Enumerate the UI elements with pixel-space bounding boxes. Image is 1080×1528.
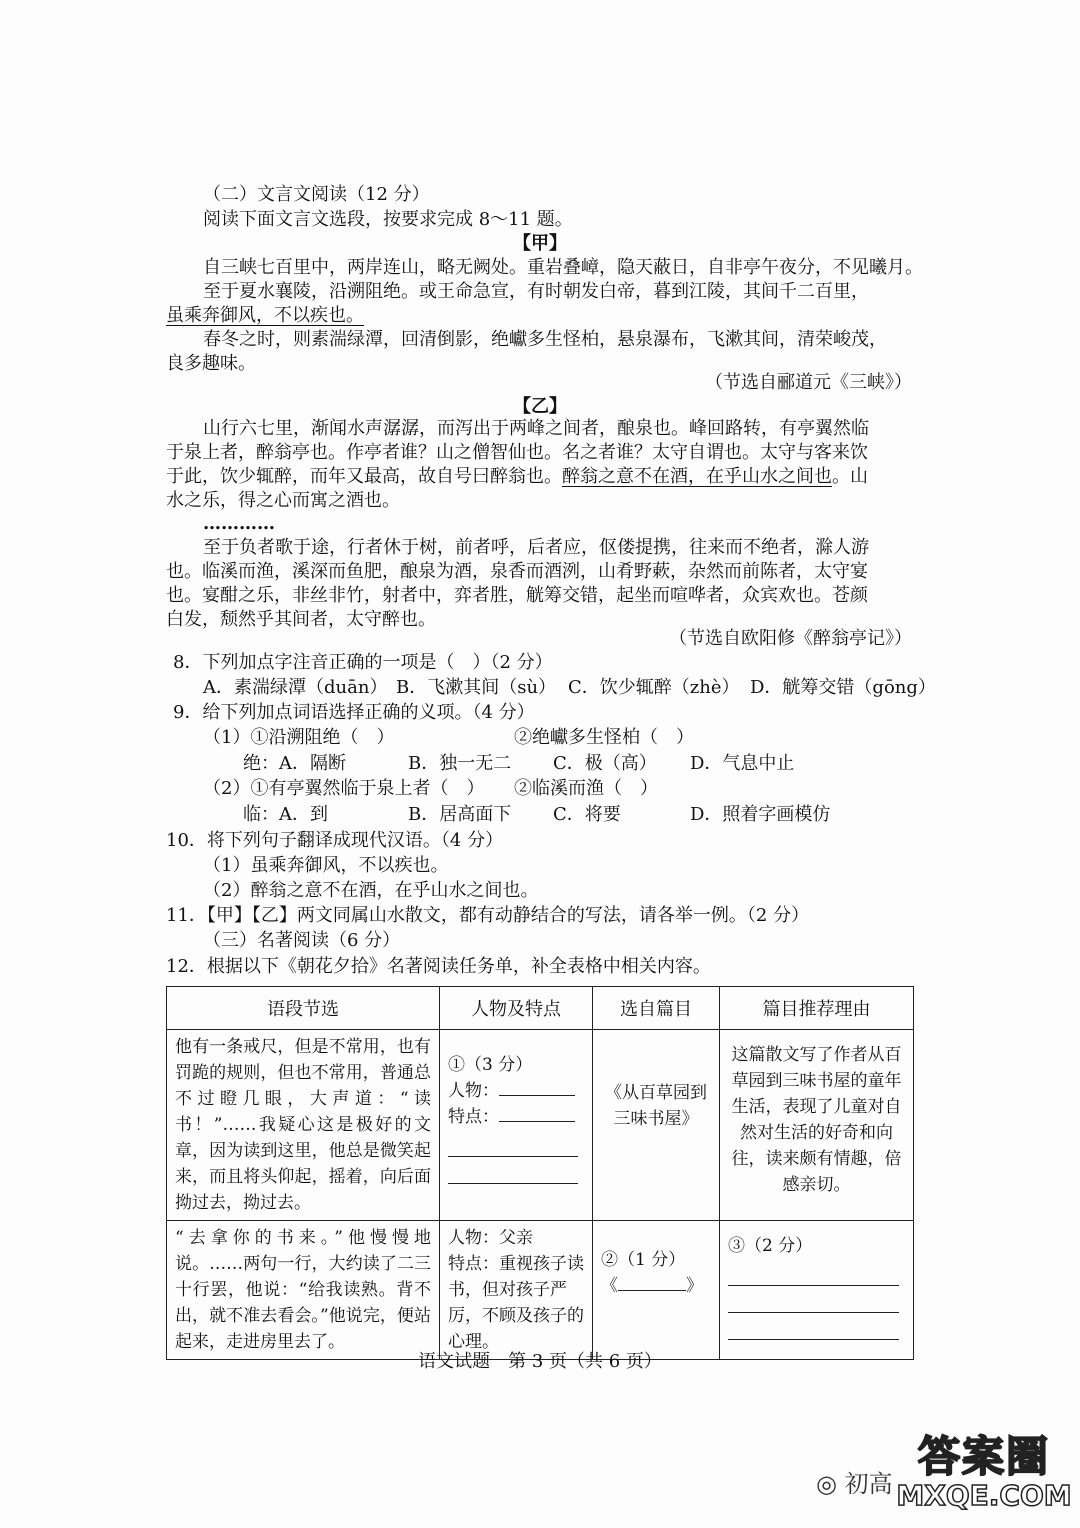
- chapter-cell: [593, 1221, 720, 1360]
- chapter-answer-line[interactable]: [618, 1290, 686, 1291]
- excerpt-text: 他有一条戒尺，但是不常用，也有罚跪的规则，但也不常用，普通总不过瞪几眼，大声道：“读书！”……我疑心这是极好的文章，因为读到这里，他总是微笑起来，而且将头仰起，摇着，向后面拗过去，拗过去。: [175, 1037, 431, 1213]
- table-header: 语段节选: [167, 987, 440, 1030]
- watermark-line1: 答案圈: [917, 1432, 1050, 1481]
- yi-line: 白发，颓然乎其间者，太守醉也。: [166, 609, 436, 630]
- yi-underlined-sentence: 醉翁之意不在酒，在乎山水之间也: [562, 466, 832, 487]
- yi-line: 至于负者歌于途，行者休于树，前者呼，后者应，伛偻提携，往来而不绝者，滁人游: [203, 537, 869, 558]
- blank-2-label: ②（1 分）: [601, 1250, 686, 1270]
- yi-source: （节选自欧阳修《醉翁亭记》）: [669, 628, 912, 649]
- q9-sub2-option-b: B．居高面下: [408, 804, 512, 825]
- q9-sub2-option-c: C．将要: [553, 804, 621, 825]
- q9-sub2b: ②临溪而渔（ ）: [514, 778, 658, 799]
- trait-text: 特点：重视孩子读书，但对孩子严厉，不顾及孩子的心理。: [448, 1254, 584, 1352]
- q8-option-d: D．觥筹交错（gōng）: [750, 677, 936, 698]
- q12-stem: 12．根据以下《朝花夕拾》名著阅读任务单，补全表格中相关内容。: [166, 956, 711, 977]
- table-row: [167, 1030, 914, 1221]
- excerpt-cell: [167, 1221, 440, 1360]
- yi-text: 。山: [832, 466, 868, 487]
- q9-sub1b: ②绝巘多生怪柏（ ）: [514, 727, 694, 748]
- reason-answer-line[interactable]: [728, 1286, 899, 1313]
- q10-sub1: （1）虽乘奔御风，不以疾也。: [203, 855, 449, 876]
- yi-text: 于此，饮少辄醉，而年又最高，故自号曰醉翁也。: [166, 466, 562, 487]
- q8-option-b: B．飞漱其间（sù）: [396, 677, 557, 698]
- yi-line: 山行六七里，渐闻水声潺潺，而泻出于两峰之间者，酿泉也。峰回路转，有亭翼然临: [203, 418, 869, 439]
- q9-sub1-option-d: D．气息中止: [690, 753, 795, 774]
- blank-3-label: ③（2 分）: [728, 1236, 813, 1256]
- reading-task-table: [166, 986, 914, 1360]
- reason-text: 这篇散文写了作者从百草园到三味书屋的童年生活，表现了儿童对自然对生活的好奇和向往，读来颇有情趣，倍感亲切。: [731, 1045, 902, 1195]
- passage-yi-label: 【乙】: [513, 396, 567, 417]
- excerpt-cell: [167, 1030, 440, 1221]
- reason-cell: [720, 1221, 914, 1360]
- jia-underlined-sentence: 虽乘奔御风，不以疾也。: [166, 305, 364, 326]
- jia-source: （节选自郦道元《三峡》）: [705, 372, 912, 393]
- q10-sub2: （2）醉翁之意不在酒，在乎山水之间也。: [203, 880, 539, 901]
- q11-stem: 11．【甲】【乙】两文同属山水散文，都有动静结合的写法，请各举一例。（2 分）: [166, 905, 810, 926]
- watermark-logo: [894, 1434, 1074, 1524]
- q9-sub2-option-d: D．照着字画模仿: [690, 804, 831, 825]
- section3-heading: （三）名著阅读（6 分）: [203, 930, 401, 951]
- person-blank: [448, 1078, 584, 1104]
- jia-line: 春冬之时，则素湍绿潭，回清倒影，绝巘多生怪柏，悬泉瀑布，飞漱其间，清荣峻茂，: [203, 329, 887, 350]
- yi-line: [166, 465, 868, 489]
- passage-jia-label: 【甲】: [513, 233, 567, 254]
- instruction: 阅读下面文言文选段，按要求完成 8～11 题。: [203, 209, 573, 230]
- trait-blank: [448, 1104, 584, 1130]
- ellipsis: …………: [203, 513, 275, 534]
- book-open-mark: 《: [601, 1276, 618, 1296]
- q9-sub1-option-a: 绝：A．隔断: [243, 753, 346, 774]
- blank-1-label: ①（3 分）: [448, 1055, 533, 1075]
- yi-line: 也。临溪而渔，溪深而鱼肥，酿泉为酒，泉香而酒洌，山肴野蔌，杂然而前陈者，太守宴: [166, 561, 868, 582]
- q9-sub1a: （1）①沿溯阻绝（ ）: [203, 727, 395, 748]
- trait-answer-line[interactable]: [448, 1130, 578, 1157]
- excerpt-text: “去拿你的书来。”他慢慢地说。……两句一行，大约读了二三十行罢，他说：“给我读熟。背不出，就不准去看会。”他说完，便站起来，走进房里去了。: [175, 1228, 431, 1352]
- table-header-row: [167, 987, 914, 1030]
- q9-sub2-option-a: 临：A．到: [243, 804, 328, 825]
- trait-label: 特点：: [448, 1107, 499, 1127]
- person-text: 人物：父亲: [448, 1228, 533, 1248]
- reason-cell: [720, 1030, 914, 1221]
- chapter-cell: [593, 1030, 720, 1221]
- wechat-label: [816, 1464, 893, 1499]
- wechat-icon: ◎: [816, 1470, 837, 1498]
- jia-line: 自三峡七百里中，两岸连山，略无阙处。重岩叠嶂，隐天蔽日，自非亭午夜分，不见曦月。: [203, 257, 923, 278]
- section-heading: （二）文言文阅读（12 分）: [203, 184, 430, 205]
- trait-answer-line[interactable]: [499, 1121, 575, 1122]
- wechat-text: 初高: [844, 1470, 893, 1498]
- q8-option-c: C．饮少辄醉（zhè）: [568, 677, 740, 698]
- q8-option-a: A．素湍绿潭（duān）: [203, 677, 388, 698]
- reason-answer-line[interactable]: [728, 1259, 899, 1286]
- watermark-line2: MXQE.COM: [896, 1479, 1072, 1512]
- q10-stem: 10．将下列句子翻译成现代汉语。（4 分）: [166, 830, 504, 851]
- jia-line: 至于夏水襄陵，沿溯阻绝。或王命急宣，有时朝发白帝，暮到江陵，其间千二百里，: [203, 281, 869, 302]
- yi-line: 水之乐，得之心而寓之酒也。: [166, 490, 400, 511]
- q9-sub1-option-b: B．独一无二: [408, 753, 512, 774]
- table-header: 篇目推荐理由: [720, 987, 914, 1030]
- reason-answer-line[interactable]: [728, 1313, 899, 1340]
- q9-stem: 9．给下列加点词语选择正确的义项。（4 分）: [173, 702, 535, 723]
- person-cell: [440, 1030, 593, 1221]
- page-footer: 语文试题 第 3 页（共 6 页）: [418, 1351, 662, 1372]
- q9-sub2a: （2）①有亭翼然临于泉上者（ ）: [203, 778, 485, 799]
- person-label: 人物：: [448, 1081, 499, 1101]
- chapter-blank: [601, 1273, 711, 1299]
- trait-answer-line[interactable]: [448, 1157, 578, 1184]
- person-cell: [440, 1221, 593, 1360]
- table-row: [167, 1221, 914, 1360]
- yi-line: 于泉上者，醉翁亭也。作亭者谁？山之僧智仙也。名之者谁？太守自谓也。太守与客来饮: [166, 442, 868, 463]
- jia-line: 良多趣味。: [166, 353, 256, 374]
- person-answer-line[interactable]: [499, 1095, 575, 1096]
- table-header: 人物及特点: [440, 987, 593, 1030]
- table-header: 选自篇目: [593, 987, 720, 1030]
- yi-line: 也。宴酣之乐，非丝非竹，射者中，弈者胜，觥筹交错，起坐而喧哗者，众宾欢也。苍颜: [166, 585, 868, 606]
- q8-stem: 8．下列加点字注音正确的一项是（ ）（2 分）: [173, 652, 553, 673]
- chapter-title: 《从百草园到三味书屋》: [605, 1083, 707, 1129]
- book-close-mark: 》: [686, 1276, 703, 1296]
- q9-sub1-option-c: C．极（高）: [553, 753, 657, 774]
